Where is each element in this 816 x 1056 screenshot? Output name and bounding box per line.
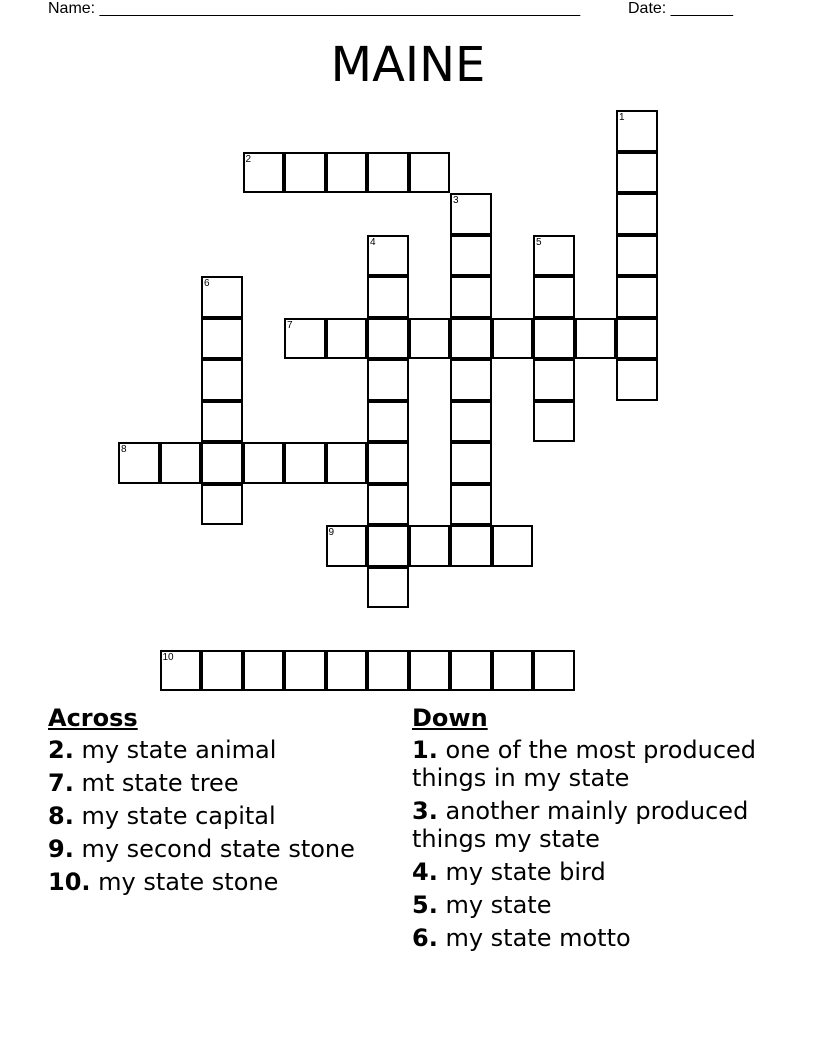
grid-cell[interactable] xyxy=(367,567,409,609)
grid-cell[interactable] xyxy=(409,650,451,692)
clue-across-10 xyxy=(48,868,398,896)
clue-text: my state bird xyxy=(437,858,606,886)
grid-cell[interactable] xyxy=(326,442,368,484)
clue-across-7 xyxy=(48,769,398,797)
cell-number: 5 xyxy=(536,236,542,248)
grid-cell[interactable] xyxy=(575,318,617,360)
grid-cell[interactable] xyxy=(616,359,658,401)
grid-cell[interactable] xyxy=(367,359,409,401)
cell-number: 2 xyxy=(245,153,252,165)
clue-text: my state motto xyxy=(437,924,631,952)
clue-text: one of the most produced things in my state xyxy=(412,736,757,792)
clue-text: my state capital xyxy=(73,802,276,830)
cell-number: 8 xyxy=(121,444,127,455)
clue-across-8 xyxy=(48,802,398,830)
clue-down-6 xyxy=(412,924,792,952)
grid-cell[interactable] xyxy=(450,442,492,484)
grid-cell[interactable] xyxy=(367,401,409,443)
grid-cell[interactable] xyxy=(367,235,409,277)
grid-cell[interactable] xyxy=(533,359,575,401)
grid-cell[interactable] xyxy=(367,484,409,526)
clue-text: my state xyxy=(437,891,552,919)
date-field: Date: _______ xyxy=(628,0,733,17)
grid-cell[interactable] xyxy=(367,525,409,567)
grid-cell[interactable] xyxy=(450,525,492,567)
clue-down-1 xyxy=(412,736,792,792)
clue-text: another mainly produced things my state xyxy=(412,797,749,853)
grid-cell[interactable] xyxy=(160,442,202,484)
grid-cell[interactable] xyxy=(367,650,409,692)
grid-cell[interactable] xyxy=(616,235,658,277)
page-title: MAINE xyxy=(330,37,486,93)
grid-cell[interactable] xyxy=(201,276,243,318)
clue-number: 4. xyxy=(412,858,438,886)
grid-cell[interactable] xyxy=(243,650,285,692)
grid-cell[interactable] xyxy=(201,359,243,401)
grid-cell[interactable] xyxy=(533,276,575,318)
cell-number: 6 xyxy=(204,278,210,289)
cell-number: 10 xyxy=(162,651,174,663)
grid-cell[interactable] xyxy=(492,650,534,692)
grid-cell[interactable] xyxy=(367,318,409,360)
grid-cell[interactable] xyxy=(533,235,575,277)
clue-number: 8. xyxy=(48,802,74,830)
grid-cell[interactable] xyxy=(326,525,368,567)
across-clues xyxy=(48,703,398,901)
grid-cell[interactable] xyxy=(326,152,368,194)
clue-number: 3. xyxy=(412,797,438,825)
grid-cell[interactable] xyxy=(160,650,202,692)
clue-number: 6. xyxy=(412,924,438,952)
cell-number: 3 xyxy=(453,195,459,206)
grid-cell[interactable] xyxy=(450,276,492,318)
grid-cell[interactable] xyxy=(492,318,534,360)
clue-down-4 xyxy=(412,858,792,886)
grid-cell[interactable] xyxy=(201,318,243,360)
clue-number: 10. xyxy=(48,868,91,896)
across-heading: Across xyxy=(48,704,138,732)
grid-cell[interactable] xyxy=(450,318,492,360)
grid-cell[interactable] xyxy=(533,401,575,443)
grid-cell[interactable] xyxy=(450,359,492,401)
grid-cell[interactable] xyxy=(243,152,285,194)
grid-cell[interactable] xyxy=(201,650,243,692)
clue-number: 5. xyxy=(412,891,438,919)
down-heading: Down xyxy=(412,704,488,732)
cell-number: 4 xyxy=(370,236,376,248)
clue-text: mt state tree xyxy=(73,769,239,797)
grid-cell[interactable] xyxy=(326,318,368,360)
grid-cell[interactable] xyxy=(409,152,451,194)
clue-text: my state animal xyxy=(73,736,277,764)
grid-cell[interactable] xyxy=(616,318,658,360)
grid-cell[interactable] xyxy=(367,152,409,194)
name-field: Name: ______________________________________________________ xyxy=(48,0,581,17)
grid-cell[interactable] xyxy=(201,484,243,526)
grid-cell[interactable] xyxy=(533,650,575,692)
down-clues xyxy=(412,703,792,957)
grid-cell[interactable] xyxy=(616,276,658,318)
grid-cell[interactable] xyxy=(284,318,326,360)
grid-cell[interactable] xyxy=(616,152,658,194)
grid-cell[interactable] xyxy=(284,442,326,484)
grid-cell[interactable] xyxy=(326,650,368,692)
grid-cell[interactable] xyxy=(367,276,409,318)
clue-number: 1. xyxy=(412,736,438,764)
cell-number: 9 xyxy=(328,527,335,538)
grid-cell[interactable] xyxy=(201,442,243,484)
grid-cell[interactable] xyxy=(533,318,575,360)
clue-number: 9. xyxy=(48,835,74,863)
clue-number: 7. xyxy=(48,769,74,797)
grid-cell[interactable] xyxy=(201,401,243,443)
grid-cell[interactable] xyxy=(450,401,492,443)
grid-cell[interactable] xyxy=(284,152,326,194)
grid-cell[interactable] xyxy=(616,193,658,235)
cell-number: 1 xyxy=(619,112,625,123)
grid-cell[interactable] xyxy=(450,193,492,235)
clue-text: my state stone xyxy=(90,868,279,896)
grid-cell[interactable] xyxy=(118,442,160,484)
grid-cell[interactable] xyxy=(616,110,658,152)
clue-down-3 xyxy=(412,797,792,853)
grid-cell[interactable] xyxy=(243,442,285,484)
clue-text: my second state stone xyxy=(73,835,355,863)
grid-cell[interactable] xyxy=(450,484,492,526)
clue-across-9 xyxy=(48,835,398,863)
grid-cell[interactable] xyxy=(492,525,534,567)
grid-cell[interactable] xyxy=(409,525,451,567)
grid-cell[interactable] xyxy=(409,318,451,360)
grid-cell[interactable] xyxy=(284,650,326,692)
grid-cell[interactable] xyxy=(450,235,492,277)
clue-across-2 xyxy=(48,736,398,764)
grid-cell[interactable] xyxy=(367,442,409,484)
cell-number: 7 xyxy=(287,319,293,331)
clue-number: 2. xyxy=(48,736,74,764)
grid-cell[interactable] xyxy=(450,650,492,692)
clue-down-5 xyxy=(412,891,792,919)
